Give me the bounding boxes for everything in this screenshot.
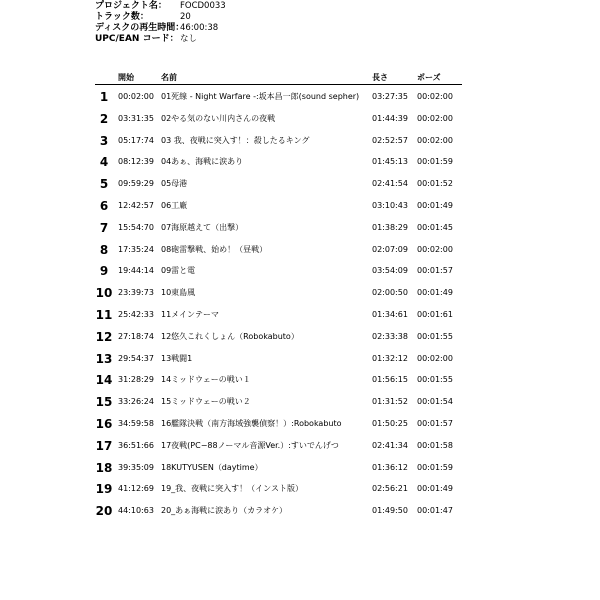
track-number: 7 <box>99 220 109 235</box>
table-row <box>95 478 462 500</box>
track-length: 02:07:09 <box>372 244 408 254</box>
track-start-time: 09:59:29 <box>118 179 154 189</box>
track-number: 3 <box>99 133 109 148</box>
table-row <box>95 217 462 239</box>
track-pause: 00:02:00 <box>417 113 453 123</box>
track-number: 11 <box>95 308 113 322</box>
track-start-time: 39:35:09 <box>118 462 154 472</box>
track-name: 14ミッドウェーの戦い１ <box>161 375 251 385</box>
track-pause: 00:01:57 <box>417 419 453 428</box>
track-number: 15 <box>95 395 113 410</box>
track-number: 16 <box>95 417 113 431</box>
upc-value: なし <box>180 34 198 44</box>
track-name: 11メインテーマ <box>161 310 220 319</box>
track-number: 2 <box>99 111 109 126</box>
track-pause: 00:01:61 <box>417 310 453 319</box>
track-start-time: 29:54:37 <box>118 353 154 363</box>
track-start-time: 19:44:14 <box>118 266 154 276</box>
track-number: 20 <box>95 504 113 519</box>
table-row <box>95 435 462 457</box>
track-length: 01:36:12 <box>372 462 408 472</box>
track-start-time: 33:26:24 <box>118 397 154 407</box>
track-pause: 00:01:47 <box>417 506 453 516</box>
track-name: 15ミッドウェーの戦い２ <box>161 397 251 407</box>
track-pause: 00:02:00 <box>417 244 453 254</box>
track-name: 05母港 <box>161 179 188 189</box>
track-start-time: 08:12:39 <box>118 157 154 167</box>
track-pause: 00:01:45 <box>417 222 453 232</box>
track-pause: 00:01:49 <box>417 201 453 210</box>
track-name: 07海原越えて（出撃） <box>161 222 244 232</box>
header-start: 開始 <box>118 73 134 82</box>
track-length: 02:33:38 <box>372 331 408 341</box>
track-start-time: 25:42:33 <box>118 310 154 319</box>
project-name-value: FOCD0033 <box>180 1 226 11</box>
track-name: 08砲雷撃戦、始め！（昼戦） <box>161 244 268 254</box>
track-pause: 00:01:49 <box>417 288 453 298</box>
track-number: 8 <box>99 242 109 257</box>
track-length: 03:54:09 <box>372 266 408 276</box>
track-name: 19_我、夜戦に突入す！（インスト版） <box>161 484 303 494</box>
track-pause: 00:01:59 <box>417 462 453 472</box>
table-row <box>95 282 462 304</box>
track-length: 01:34:61 <box>372 310 408 319</box>
table-row <box>95 500 462 522</box>
track-start-time: 03:31:35 <box>118 113 154 123</box>
table-row <box>95 391 462 413</box>
table-row <box>95 348 462 370</box>
track-length: 01:38:29 <box>372 222 408 232</box>
track-length: 03:10:43 <box>372 201 408 210</box>
track-pause: 00:01:49 <box>417 484 453 494</box>
track-number: 1 <box>99 90 109 104</box>
header-length: 長さ <box>372 73 388 82</box>
track-number: 10 <box>95 286 113 301</box>
track-pause: 00:01:59 <box>417 157 453 167</box>
track-name: 02やる気のない川内さんの夜戦 <box>161 113 276 123</box>
table-row <box>95 304 462 326</box>
track-name: 04あぁ、海戦に涙あり <box>161 157 244 167</box>
track-start-time: 23:39:73 <box>118 288 154 298</box>
table-row <box>95 239 462 261</box>
table-row <box>95 108 462 130</box>
upc-label: UPC/EAN コード： <box>95 34 179 44</box>
track-start-time: 12:42:57 <box>118 201 154 210</box>
track-pause: 00:02:00 <box>417 135 453 145</box>
table-row <box>95 457 462 479</box>
track-name: 20_あぁ海戦に涙あり（カラオケ） <box>161 506 287 516</box>
track-number: 18 <box>95 460 113 475</box>
table-row <box>95 130 462 152</box>
track-length: 01:56:15 <box>372 375 408 385</box>
track-count-label: トラック数： <box>95 12 149 22</box>
track-start-time: 31:28:29 <box>118 375 154 385</box>
track-start-time: 44:10:63 <box>118 506 154 516</box>
track-name: 06工廠 <box>161 201 188 210</box>
disc-time-value: 46:00:38 <box>180 23 219 33</box>
track-start-time: 00:02:00 <box>118 92 154 101</box>
track-number: 13 <box>95 351 113 366</box>
track-length: 01:44:39 <box>372 113 408 123</box>
track-start-time: 05:17:74 <box>118 135 154 145</box>
track-length: 02:52:57 <box>372 135 408 145</box>
table-row <box>95 86 462 108</box>
track-name: 12悠久これくしょん（Robokabuto） <box>161 331 299 341</box>
track-pause: 00:01:55 <box>417 331 453 341</box>
track-length: 02:56:21 <box>372 484 408 494</box>
track-name: 03 我、夜戦に突入す！：殺したるキング <box>161 135 310 145</box>
table-row <box>95 260 462 282</box>
track-number: 17 <box>95 438 113 453</box>
track-count-value: 20 <box>180 12 191 22</box>
track-length: 01:50:25 <box>372 419 408 428</box>
table-row <box>95 173 462 195</box>
track-name: 16艦隊決戦（南方海域強襲偵察！）:Robokabuto <box>161 419 342 428</box>
track-pause: 00:01:58 <box>417 440 453 450</box>
track-name: 17夜戦(PC−88ノーマル音源Ver.）:すいでんげつ <box>161 440 339 450</box>
track-number: 9 <box>99 264 109 279</box>
track-start-time: 41:12:69 <box>118 484 154 494</box>
track-start-time: 27:18:74 <box>118 331 154 341</box>
track-number: 12 <box>95 329 113 344</box>
track-length: 01:49:50 <box>372 506 408 516</box>
project-name-label: プロジェクト名： <box>95 1 167 11</box>
table-row <box>95 151 462 173</box>
table-row <box>95 369 462 391</box>
track-length: 02:41:34 <box>372 440 408 450</box>
track-start-time: 15:54:70 <box>118 222 154 232</box>
track-pause: 00:02:00 <box>417 353 453 363</box>
track-length: 02:41:54 <box>372 179 408 189</box>
track-number: 6 <box>99 199 109 213</box>
track-name: 09雷と電 <box>161 266 196 276</box>
track-start-time: 34:59:58 <box>118 419 154 428</box>
track-pause: 00:01:57 <box>417 266 453 276</box>
disc-time-label: ディスクの再生時間： <box>95 23 185 33</box>
track-name: 18KUTYUSEN（daytime） <box>161 462 263 472</box>
track-pause: 00:02:00 <box>417 92 453 101</box>
table-header <box>95 72 462 85</box>
track-number: 5 <box>99 177 109 192</box>
track-length: 01:32:12 <box>372 353 408 363</box>
track-name: 10東島風 <box>161 288 196 298</box>
table-row <box>95 195 462 217</box>
table-row <box>95 326 462 348</box>
header-pause: ポーズ <box>417 73 441 82</box>
track-pause: 00:01:54 <box>417 397 453 407</box>
track-length: 03:27:35 <box>372 92 408 101</box>
track-name: 01死線 - Night Warfare -:坂本昌一郎(sound sepher) <box>161 92 360 101</box>
track-number: 19 <box>95 482 113 497</box>
track-length: 02:00:50 <box>372 288 408 298</box>
track-start-time: 17:35:24 <box>118 244 154 254</box>
track-length: 01:31:52 <box>372 397 408 407</box>
track-pause: 00:01:52 <box>417 179 453 189</box>
track-length: 01:45:13 <box>372 157 408 167</box>
track-pause: 00:01:55 <box>417 375 453 385</box>
table-row <box>95 413 462 435</box>
track-number: 4 <box>99 155 109 170</box>
track-start-time: 36:51:66 <box>118 440 154 450</box>
header-name: 名前 <box>161 73 177 82</box>
track-number: 14 <box>95 373 113 388</box>
track-name: 13戦闘1 <box>161 353 193 363</box>
